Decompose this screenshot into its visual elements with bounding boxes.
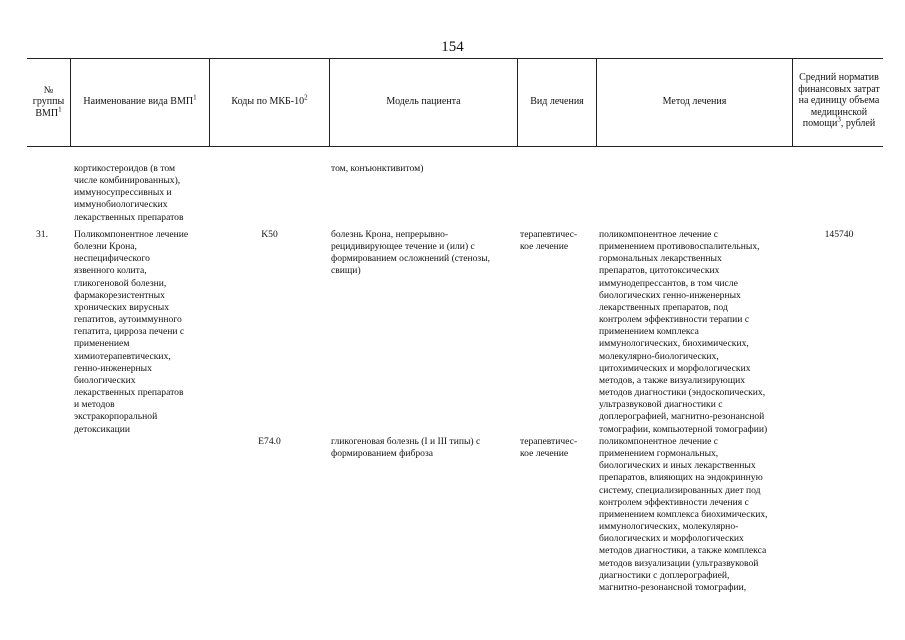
table-cell-vmp-name: Поликомпонентное лечение болезни Крона, неспецифического язвенного колита, гликогеновой болезни, фармакорезистентных хронических вирусных гепатитов, аутоиммунного гепатита, цирроза печени с применением химиотерапевтических, генно-инженерных биологических лекарственных препаратов и методов экстракорпоральной детоксикации bbox=[74, 229, 189, 435]
header-icd-codes: Коды по МКБ-$10^2$ bbox=[231, 93, 308, 108]
table-cell-group-number: 31. bbox=[36, 229, 48, 240]
header-treatment-method: Метод лечения bbox=[662, 96, 727, 108]
header-vmp-name: Наименование вида ВМП$^1$ bbox=[83, 93, 197, 108]
header-patient-model: Модель пациента bbox=[386, 96, 461, 108]
table-cell-treatment-method: поликомпонентное лечение с применением противовоспалительных, гормональных лекарственных препаратов, цитотоксических иммунодепрессантов, в том числе биологических генно-инженерных лекарственных препаратов, под контролем эффективности терапии с применением комплекса иммунологических, биохимических, молекулярно-биологических, цитохимических и морфологических методов, а также визуализирующих методов диагностики (эндоскопических, ультразвуковой диагностики с доплерографией, магнитно-резонансной томографии, компьютерной томографии) bbox=[599, 229, 768, 435]
table-cell-treatment-type: терапевтичес- кое лечение bbox=[520, 229, 578, 253]
table-cell-treatment-method: поликомпонентное лечение с применением гормональных, биологических и иных лекарственных препаратов, влияющих на эндокринную систему, специализированных диет под контролем эффективности лечения с применением комплекса биохимических, иммунологических, молекулярно- биологических и морфологических методов диагностики, а также комплекса методов визуализации (ультразвуковой диагностики с доплерографией, магнитно-резонансной томографии, bbox=[599, 436, 768, 593]
table-cell-patient-model: гликогеновая болезнь (I и III типы) с формированием фиброза bbox=[331, 436, 481, 460]
table-cell-vmp-name: кортикостероидов (в том числе комбинированных), иммуносупрессивных и иммунобиологических лекарственных препаратов bbox=[74, 163, 184, 223]
table-cell-treatment-type: терапевтичес- кое лечение bbox=[520, 436, 578, 460]
header-group-number: № группы ВМП$^1$ bbox=[32, 84, 65, 119]
table-header-bottom-border bbox=[27, 146, 883, 147]
table-cell-average-cost: 145740 bbox=[824, 229, 854, 240]
table-cell-icd-code: K50 bbox=[261, 229, 278, 240]
table-cell-patient-model: болезнь Крона, непрерывно- рецидивирующее течение и (или) с формированием осложнений (стенозы, свищи) bbox=[331, 229, 491, 277]
table-cell-patient-model: том, конъюнктивитом) bbox=[331, 163, 424, 174]
header-average-cost: Средний норматив финансовых затрат на единицу объема медицинской помощи$^3$, рублей bbox=[798, 72, 880, 130]
table-cell-icd-code: E74.0 bbox=[258, 436, 281, 447]
page-number: 154 bbox=[441, 39, 464, 55]
header-treatment-type: Вид лечения bbox=[530, 96, 584, 108]
table-top-border bbox=[27, 58, 883, 59]
